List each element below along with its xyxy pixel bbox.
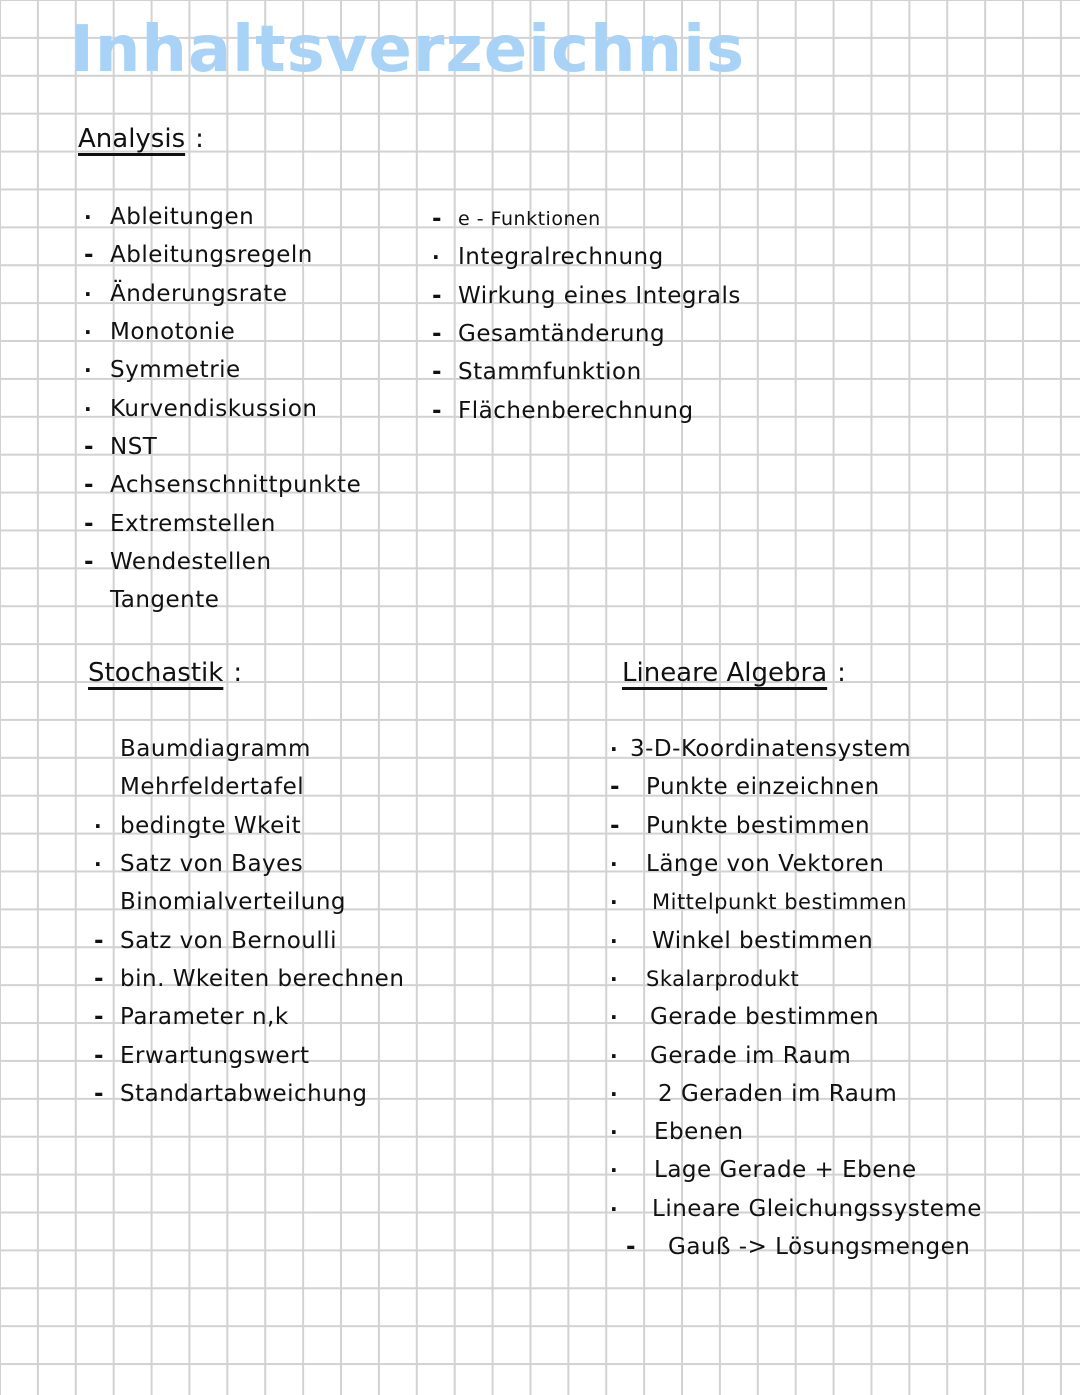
bullet-dot-icon: · <box>610 1081 618 1106</box>
bullet-dash-icon: - <box>432 321 442 348</box>
heading-colon: : <box>195 124 204 154</box>
section-heading-stochastik <box>88 656 242 690</box>
item-label: Wendestellen <box>110 548 272 575</box>
item-label: Punkte einzeichnen <box>646 774 880 801</box>
list-item <box>84 581 361 619</box>
list-item <box>94 883 404 921</box>
list-item <box>94 845 404 883</box>
bullet-dash-icon: - <box>84 433 94 460</box>
list-item <box>94 1036 404 1074</box>
heading-colon: : <box>233 658 243 688</box>
bullet-dash-icon: - <box>432 206 442 233</box>
bullet-dash-icon: - <box>94 1042 104 1069</box>
heading-text: Analysis <box>78 124 186 154</box>
list-item <box>610 1228 982 1266</box>
page-title: Inhaltsverzeichnis <box>70 13 746 87</box>
list-item <box>94 921 404 959</box>
bullet-dot-icon: · <box>610 928 618 953</box>
list-item <box>84 428 361 466</box>
list-item <box>84 389 361 427</box>
item-label: Mehrfeldertafel <box>120 774 305 801</box>
bullet-dot-icon: · <box>610 1120 618 1145</box>
bullet-dot-icon: · <box>610 966 618 991</box>
list-item <box>432 391 741 429</box>
item-label: Monotonie <box>110 319 236 346</box>
item-label: Winkel bestimmen <box>652 927 874 954</box>
bullet-dash-icon: - <box>84 472 94 499</box>
item-label: Binomialverteilung <box>120 889 347 916</box>
item-label: Satz von Bernoulli <box>120 927 338 954</box>
item-label: Lage Gerade + Ebene <box>654 1157 917 1184</box>
heading-colon: : <box>837 658 846 688</box>
list-item <box>610 845 982 883</box>
item-label: Länge von Vektoren <box>646 851 885 878</box>
list-item <box>94 998 404 1036</box>
list-item <box>610 730 982 768</box>
item-label: Tangente <box>110 587 220 614</box>
list-item <box>610 1151 982 1189</box>
list-item <box>84 198 361 236</box>
bullet-dot-icon: · <box>610 852 618 877</box>
bullet-dash-icon: - <box>432 397 442 424</box>
list-item <box>610 998 982 1036</box>
item-label: Achsenschnittpunkte <box>110 472 362 499</box>
item-label: Ebenen <box>654 1119 744 1146</box>
list-item <box>94 1075 404 1113</box>
list-item <box>610 1113 982 1151</box>
item-label: Ableitungen <box>110 204 255 231</box>
list-item <box>84 466 361 504</box>
bullet-dash-icon: - <box>610 812 620 839</box>
list-item <box>94 960 404 998</box>
item-label: Parameter n,k <box>120 1004 289 1031</box>
list-item <box>610 921 982 959</box>
bullet-dash-icon: - <box>432 282 442 309</box>
bullet-dot-icon: · <box>610 890 618 915</box>
list-item <box>84 351 361 389</box>
list-item <box>432 200 741 238</box>
list-item <box>610 1036 982 1074</box>
item-label: Stammfunktion <box>458 359 642 386</box>
bullet-dot-icon: · <box>94 813 102 838</box>
list-item <box>610 1190 982 1228</box>
item-label: Baumdiagramm <box>120 736 311 763</box>
item-label: bedingte Wkeit <box>120 812 302 839</box>
list-item <box>432 315 741 353</box>
bullet-dash-icon: - <box>610 774 620 801</box>
item-label: Punkte bestimmen <box>646 812 871 839</box>
bullet-dot-icon: · <box>432 245 440 270</box>
list-item <box>610 768 982 806</box>
item-label: Mittelpunkt bestimmen <box>652 890 908 915</box>
list-item <box>610 960 982 998</box>
section-heading-analysis <box>78 122 204 156</box>
item-label: Erwartungswert <box>120 1042 310 1069</box>
item-label: 3-D-Koordinatensystem <box>630 736 912 763</box>
bullet-dash-icon: - <box>432 359 442 386</box>
bullet-dash-icon: - <box>84 242 94 269</box>
item-label: NST <box>110 433 158 460</box>
item-label: Flächenberechnung <box>458 397 694 424</box>
item-label: bin. Wkeiten berechnen <box>120 965 405 992</box>
item-label: e - Funktionen <box>458 208 601 231</box>
list-item <box>84 313 361 351</box>
bullet-dot-icon: · <box>84 358 92 383</box>
item-label: Symmetrie <box>110 357 241 384</box>
item-label: Satz von Bayes <box>120 851 304 878</box>
bullet-dash-icon: - <box>94 1004 104 1031</box>
bullet-dot-icon: · <box>94 852 102 877</box>
item-label: Standartabweichung <box>120 1080 368 1107</box>
item-label: Wirkung eines Integrals <box>458 282 741 309</box>
list-item <box>432 238 741 276</box>
list-item <box>610 1075 982 1113</box>
item-label: Änderungsrate <box>110 280 288 307</box>
list-item <box>610 807 982 845</box>
bullet-dot-icon: · <box>610 1158 618 1183</box>
bullet-dash-icon: - <box>94 965 104 992</box>
bullet-dot-icon: · <box>84 281 92 306</box>
list-item <box>94 768 404 806</box>
list-item <box>94 807 404 845</box>
list-item <box>610 883 982 921</box>
bullet-dash-icon: - <box>84 548 94 575</box>
list-item <box>432 353 741 391</box>
item-label: 2 Geraden im Raum <box>658 1080 898 1107</box>
bullet-dot-icon: · <box>84 396 92 421</box>
list-item <box>432 277 741 315</box>
item-label: Gerade im Raum <box>650 1042 852 1069</box>
item-label: Extremstellen <box>110 510 276 537</box>
item-label: Kurvendiskussion <box>110 395 318 422</box>
bullet-dot-icon: · <box>84 205 92 230</box>
bullet-dot-icon: · <box>610 1043 618 1068</box>
bullet-dot-icon: · <box>84 320 92 345</box>
section-heading-lineare-algebra <box>622 656 846 690</box>
lineare-algebra-list <box>610 730 982 1266</box>
item-label: Integralrechnung <box>458 244 664 271</box>
item-label: Ableitungsregeln <box>110 242 313 269</box>
list-item <box>84 543 361 581</box>
heading-text: Lineare Algebra <box>622 658 828 688</box>
heading-text: Stochastik <box>88 658 224 688</box>
bullet-dot-icon: · <box>610 1196 618 1221</box>
bullet-dash-icon: - <box>84 510 94 537</box>
analysis-list-column-2 <box>432 200 741 430</box>
bullet-dash-icon: - <box>94 1080 104 1107</box>
item-label: Lineare Gleichungssysteme <box>652 1195 982 1222</box>
list-item <box>84 275 361 313</box>
bullet-dash-icon: - <box>94 927 104 954</box>
item-label: Gauß -> Lösungsmengen <box>668 1234 971 1260</box>
bullet-dot-icon: · <box>610 1005 618 1030</box>
bullet-dash-icon: - <box>626 1234 636 1260</box>
item-label: Skalarprodukt <box>646 966 800 991</box>
stochastik-list <box>94 730 404 1113</box>
list-item <box>94 730 404 768</box>
bullet-dot-icon: · <box>610 737 618 762</box>
analysis-list-column-1 <box>84 198 361 619</box>
item-label: Gerade bestimmen <box>650 1004 880 1031</box>
list-item <box>84 236 361 274</box>
list-item <box>84 504 361 542</box>
item-label: Gesamtänderung <box>458 321 666 348</box>
